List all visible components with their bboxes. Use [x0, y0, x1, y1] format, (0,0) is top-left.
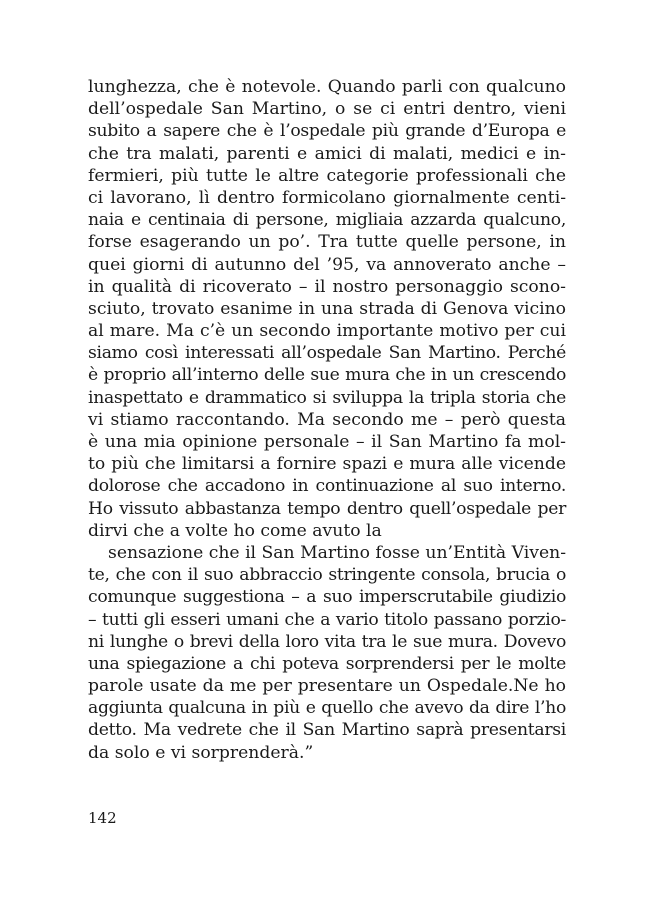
- text-line: dirvi che a volte ho come avuto la: [88, 520, 382, 541]
- page-number: 142: [88, 809, 117, 827]
- text-line: in qualità di ricoverato – il nostro personaggio scono-: [88, 276, 566, 297]
- text-line: vi stiamo raccontando. Ma secondo me – però questa: [88, 409, 566, 430]
- text-line: una spiegazione a chi poteva sorprendersi per le molte: [88, 653, 566, 674]
- text-line: ci lavorano, lì dentro formicolano giornalmente centi-: [88, 187, 566, 208]
- body-text: [88, 76, 566, 764]
- text-line: che tra malati, parenti e amici di malati, medici e in-: [88, 143, 566, 164]
- text-line: – tutti gli esseri umani che a vario titolo passano porzio-: [88, 609, 566, 630]
- text-line: to più che limitarsi a fornire spazi e mura alle vicende: [88, 454, 566, 475]
- text-line: forse esagerando un po’. Tra tutte quelle persone, in: [88, 232, 566, 253]
- text-line: naia e centinaia di persone, migliaia azzarda qualcuno,: [88, 210, 566, 231]
- text-line: siamo così interessati all’ospedale San Martino. Perché: [88, 343, 566, 364]
- text-line: lunghezza, che è notevole. Quando parli con qualcuno: [88, 77, 566, 97]
- text-line: fermieri, più tutte le altre categorie professionali che: [88, 165, 566, 186]
- text-line: è proprio all’interno delle sue mura che in un crescendo: [88, 365, 566, 386]
- text-line: detto. Ma vedrete che il San Martino saprà presentarsi: [88, 720, 566, 741]
- text-line: quei giorni di autunno del ’95, va annoverato anche –: [88, 254, 566, 275]
- text-line: da solo e vi sorprenderà.”: [88, 742, 314, 763]
- text-line: dolorose che accadono in continuazione al suo interno.: [88, 476, 566, 497]
- text-line: inaspettato e drammatico si sviluppa la tripla storia che: [88, 387, 566, 408]
- text-line: ni lunghe o brevi della loro vita tra le sue mura. Dovevo: [88, 631, 566, 652]
- text-line: sciuto, trovato esanime in una strada di Genova vicino: [88, 298, 566, 319]
- text-line: Ho vissuto abbastanza tempo dentro quell’ospedale per: [88, 498, 566, 519]
- text-line: parole usate da me per presentare un Ospedale.Ne ho: [88, 676, 566, 697]
- text-line: comunque suggestiona – a suo imperscrutabile giudizio: [88, 587, 566, 608]
- text-line: te, che con il suo abbraccio stringente consola, brucia o: [88, 565, 566, 586]
- text-line: subito a sapere che è l’ospedale più grande d’Europa e: [88, 121, 566, 142]
- text-line: dell’ospedale San Martino, o se ci entri dentro, vieni: [88, 99, 566, 120]
- text-line: sensazione che il San Martino fosse un’Entità Viven-: [108, 542, 567, 563]
- text-line: è una mia opinione personale – il San Martino fa mol-: [88, 432, 566, 452]
- text-line: aggiunta qualcuna in più e quello che avevo da dire l’ho: [88, 698, 566, 719]
- text-line: al mare. Ma c’è un secondo importante motivo per cui: [88, 321, 566, 342]
